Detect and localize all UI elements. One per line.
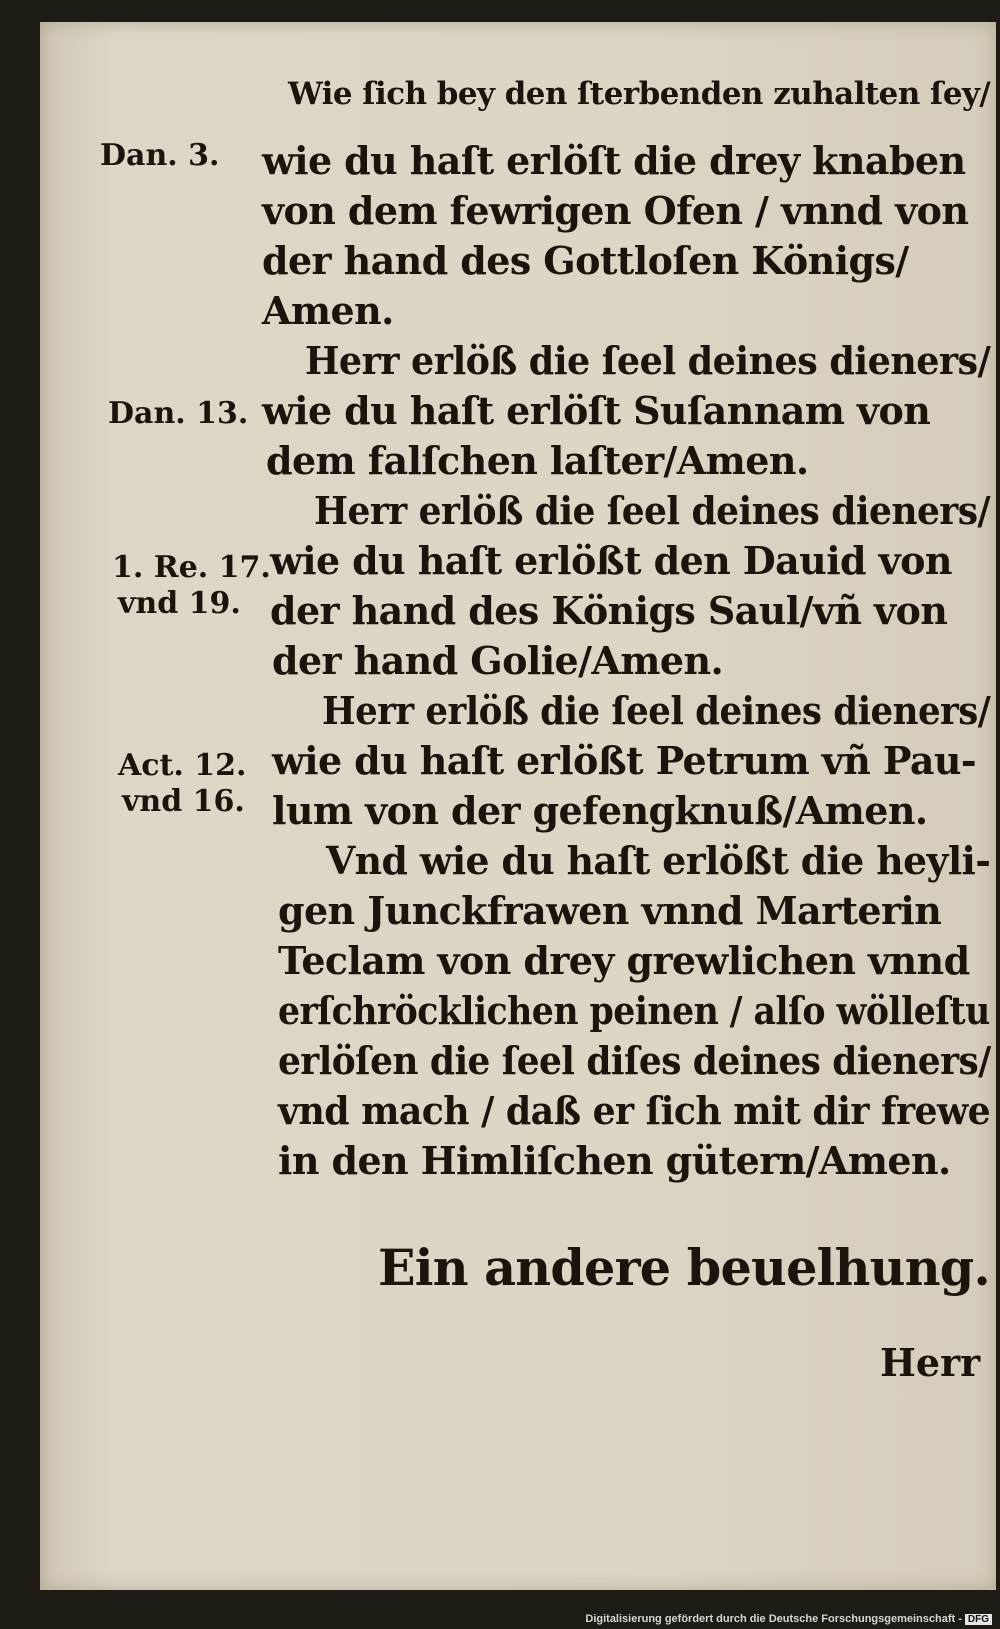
text-line: der hand Golie/Amen. xyxy=(272,638,724,683)
text-line: in den Himliſchen gütern/Amen. xyxy=(278,1138,951,1183)
text-line: Teclam von drey grewlichen vnnd xyxy=(278,938,970,983)
text-line: erlöſen die ſeel diſes deines dieners/ xyxy=(278,1038,991,1083)
text-line: vnd mach / daß er ſich mit dir frewe xyxy=(278,1088,991,1133)
text-line: Herr erlöß die ſeel deines dieners/ xyxy=(305,338,991,383)
text-line: wie du haſt erlößt den Dauid von xyxy=(270,538,952,583)
margin-note: vnd 16. xyxy=(122,784,245,819)
text-line: gen Junckfrawen vnnd Marterin xyxy=(278,888,942,933)
text-line: Amen. xyxy=(262,288,394,333)
margin-note: vnd 19. xyxy=(118,586,241,621)
text-line: erſchröcklichen peinen / alſo wölleſtu xyxy=(278,988,990,1033)
text-line: Herr erlöß die ſeel deines dieners/ xyxy=(322,688,991,733)
text-line: der hand des Königs Saul/vñ von xyxy=(270,588,948,633)
text-line: von dem fewrigen Ofen / vnnd von xyxy=(262,188,969,233)
text-line: dem falſchen laſter/Amen. xyxy=(266,438,809,483)
margin-note: Act. 12. xyxy=(118,748,247,783)
text-line: der hand des Gottloſen Königs/ xyxy=(262,238,909,283)
text-line: wie du haſt erlößt Petrum vñ Pau- xyxy=(272,738,977,783)
text-line: wie du haſt erlöſt die drey knaben xyxy=(262,138,966,183)
dfg-logo: DFG xyxy=(965,1614,992,1625)
footer-text: Digitalisierung gefördert durch die Deutsche Forschungsgemeinschaft - xyxy=(585,1613,962,1625)
margin-note: Dan. 13. xyxy=(108,396,249,431)
margin-note: Dan. 3. xyxy=(100,138,220,173)
catchword: Herr xyxy=(880,1340,981,1385)
margin-note: 1. Re. 17. xyxy=(112,550,271,585)
text-line: wie du haſt erlöſt Suſannam von xyxy=(262,388,931,433)
text-line: Herr erlöß die ſeel deines dieners/ xyxy=(314,488,991,533)
text-line: lum von der gefengknuß/Amen. xyxy=(272,788,928,833)
text-line: Vnd wie du haſt erlößt die heyli- xyxy=(326,838,991,883)
running-header: Wie ſich bey den ſterbenden zuhalten ſey/ xyxy=(288,76,991,112)
digitization-footer xyxy=(585,1613,992,1625)
section-heading: Ein andere beuelhung. xyxy=(378,1238,990,1297)
